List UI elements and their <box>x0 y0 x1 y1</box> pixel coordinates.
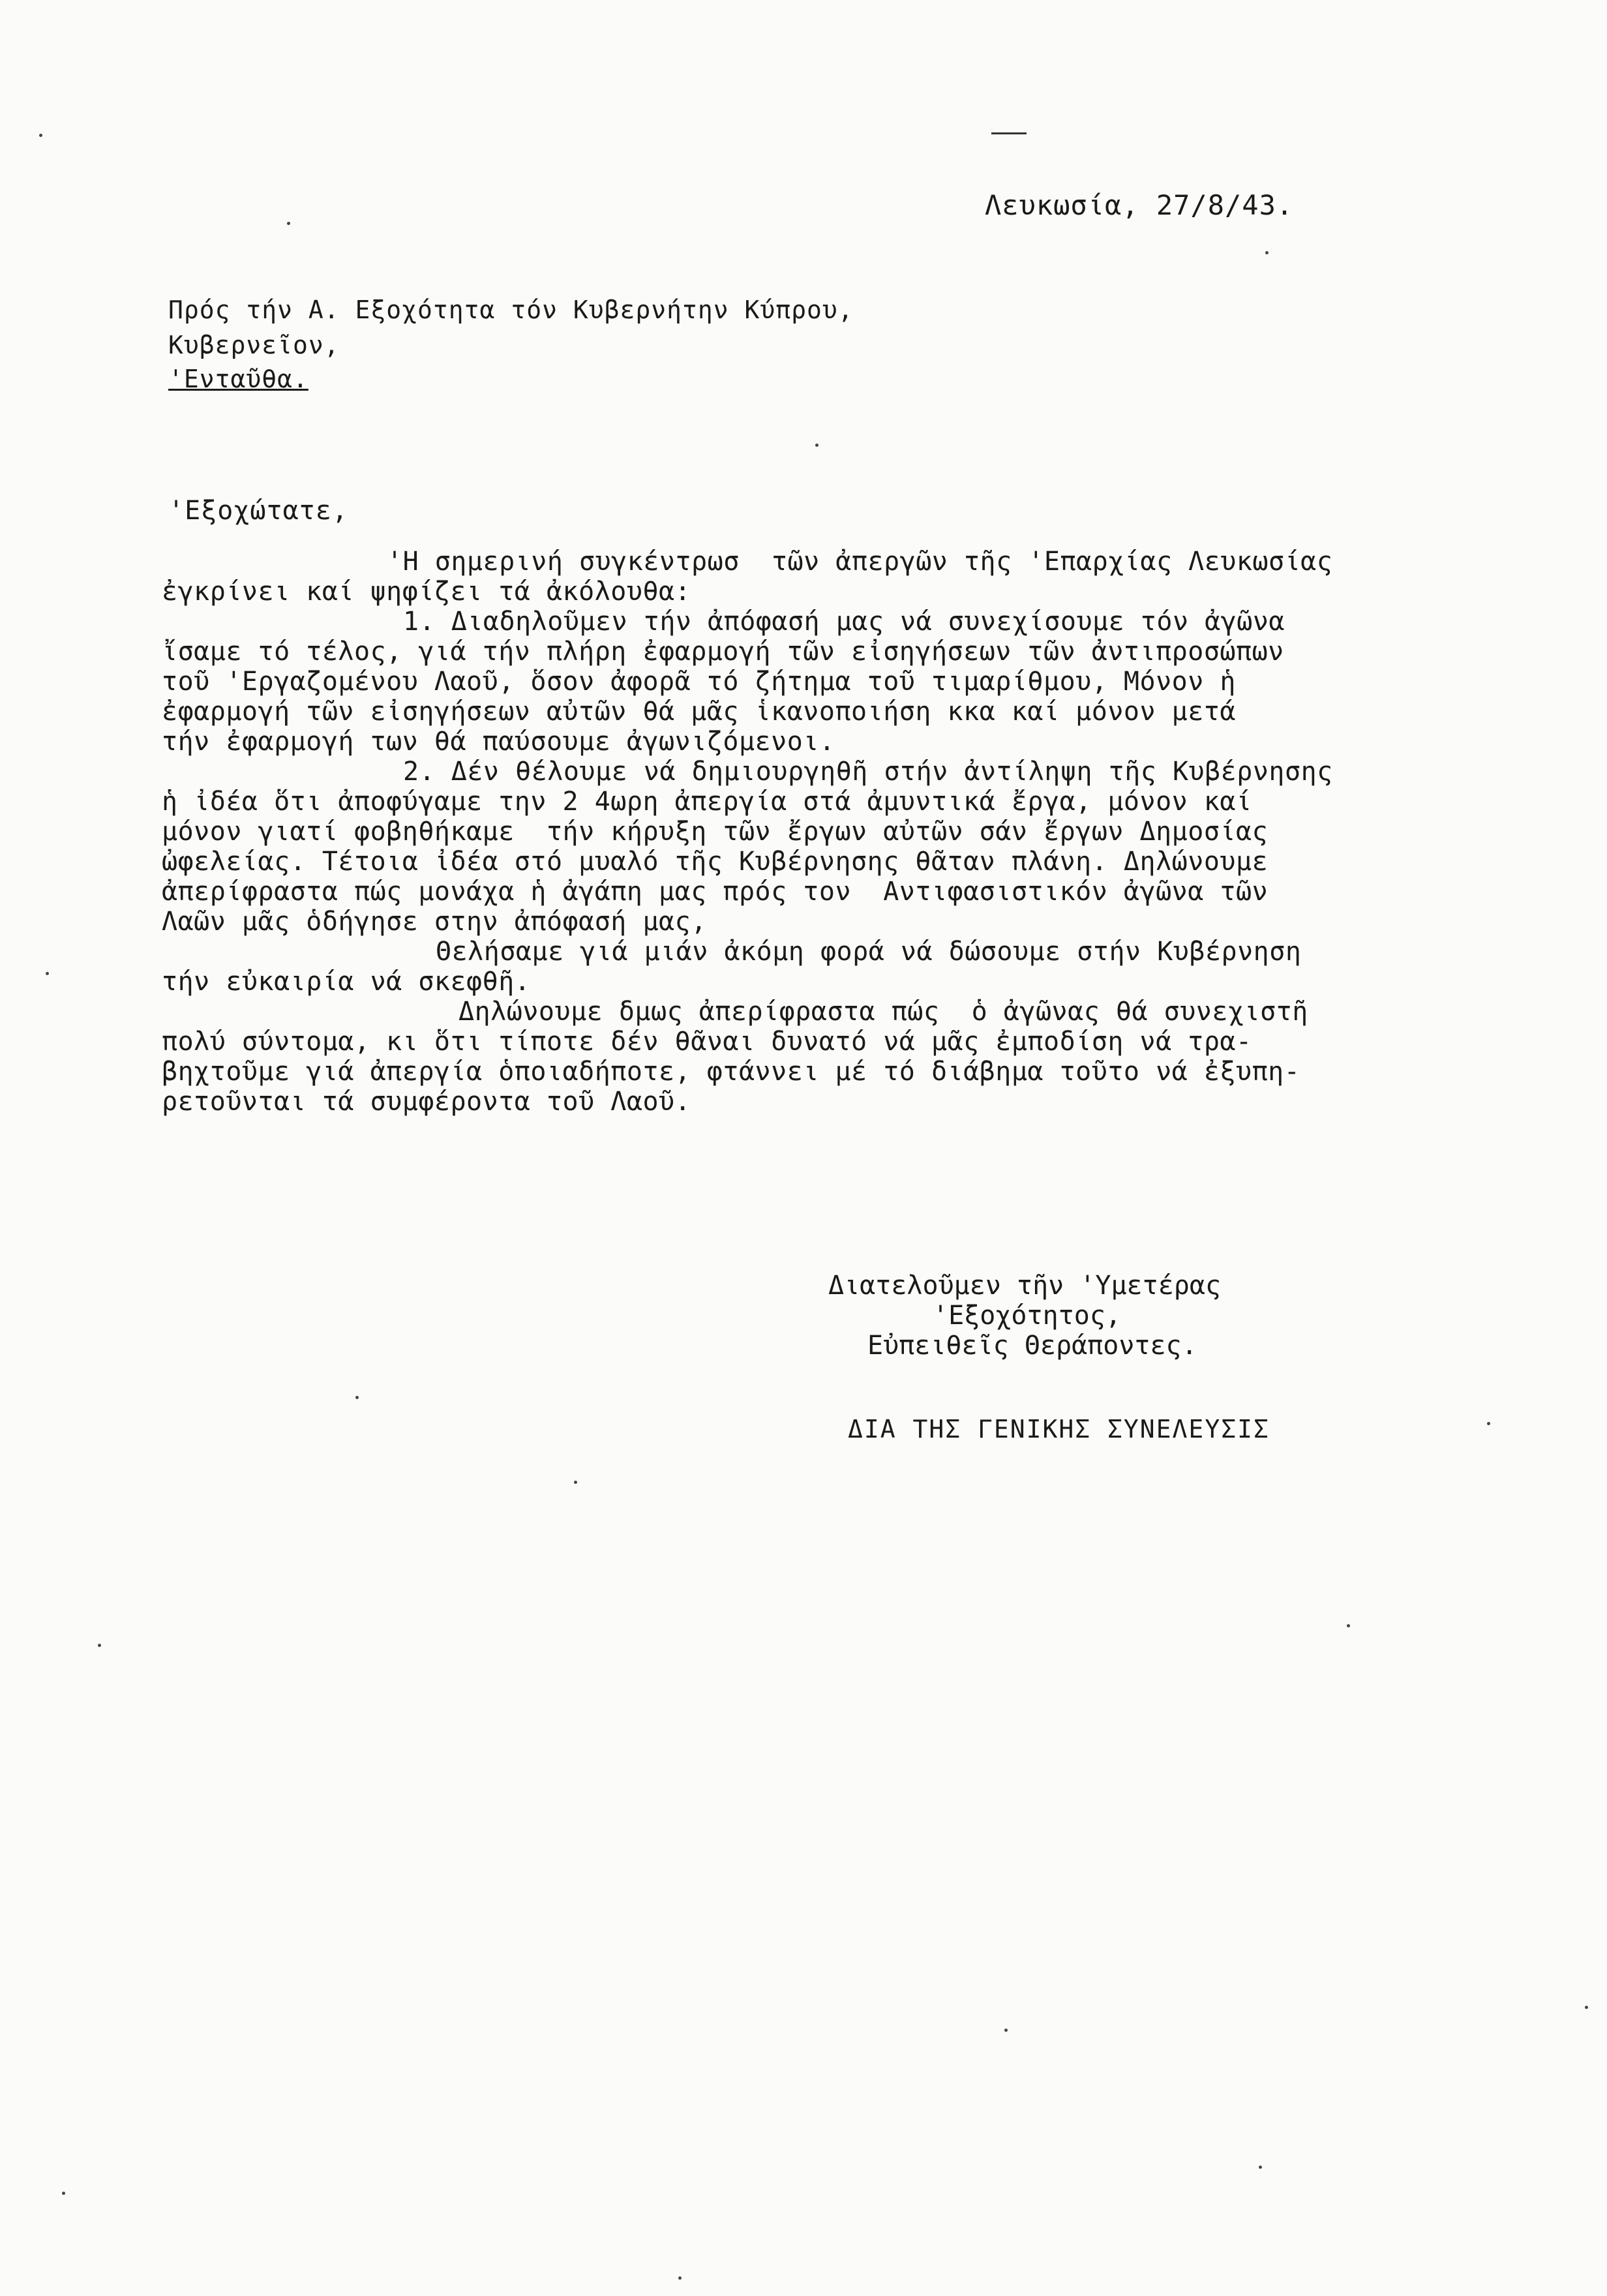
addressee-line-3: 'Ενταῦθα. <box>168 365 308 393</box>
top-dash-mark <box>991 132 1027 134</box>
scan-speck <box>574 1481 577 1484</box>
body-line: ἐφαρμογή τῶν εἰσηγήσεων αὐτῶν θά μᾶς ἱκανοποιήση κκα καί μόνον μετά <box>162 697 1236 727</box>
body-line: ὠφελείας. Τέτοια ἰδέα στό μυαλό τῆς Κυβέρνησης θᾶταν πλάνη. Δηλώνουμε <box>162 847 1269 877</box>
scan-speck <box>46 972 49 975</box>
letter-date: Λευκωσία, 27/8/43. <box>985 189 1294 221</box>
body-line: ἐγκρίνει καί ψηφίζει τά ἀκόλουθα: <box>162 577 691 607</box>
scan-speck <box>1585 2006 1588 2009</box>
closing-line: 'Εξοχότητος, <box>933 1301 1121 1331</box>
body-line: ἴσαμε τό τέλος, γιά τήν πλήρη ἐφαρμογή τῶν εἰσηγήσεων τῶν ἀντιπροσώπων <box>162 637 1284 667</box>
scan-speck <box>815 444 819 447</box>
body-line: ἡ ἰδέα ὅτι ἀποφύγαμε την 2 4ωρη ἀπεργία στά ἀμυντικά ἔργα, μόνον καί <box>162 787 1252 817</box>
scan-speck <box>678 2276 682 2280</box>
addressee-line-2: Κυβερνεῖον, <box>168 331 340 359</box>
body-line: Λαῶν μᾶς ὁδήγησε στην ἀπόφασή μας, <box>162 907 707 937</box>
scan-speck <box>98 1644 101 1647</box>
scan-speck <box>1347 1624 1350 1627</box>
body-line: Δηλώνουμε δμως ἀπερίφραστα πώς ὁ ἀγῶνας θά συνεχιστῆ <box>458 997 1308 1027</box>
body-line: ἀπερίφραστα πώς μονάχα ἡ ἀγάπη μας πρός τον Αντιφασιστικόν ἀγῶνα τῶν <box>162 877 1269 907</box>
body-line: τήν ἐφαρμογή των θά παύσουμε ἀγωνιζόμενοι. <box>162 727 835 757</box>
salutation: 'Εξοχώτατε, <box>168 496 348 526</box>
scan-speck <box>1004 2029 1008 2032</box>
body-line: τοῦ 'Εργαζομένου Λαοῦ, ὅσον ἀφορᾶ τό ζήτημα τοῦ τιμαρίθμου, Μόνον ἡ <box>162 667 1236 697</box>
scan-speck <box>1259 2166 1262 2169</box>
body-line: βηχτοῦμε γιά ἀπεργία ὁποιαδήποτε, φτάννει μέ τό διάβημα τοῦτο νά ἐξυπη- <box>162 1057 1300 1087</box>
body-line: ρετοῦνται τά συμφέροντα τοῦ Λαοῦ. <box>162 1087 691 1117</box>
body-line: τήν εὐκαιρία νά σκεφθῆ. <box>162 967 531 997</box>
closing-line: Διατελοῦμεν τῆν 'Υμετέρας <box>828 1271 1222 1301</box>
closing-line: Εὐπειθεῖς Θεράποντες. <box>867 1331 1197 1361</box>
body-line: Θελήσαμε γιά μιάν ἀκόμη φορά νά δώσουμε στήν Κυβέρνηση <box>436 937 1302 967</box>
scan-speck <box>62 2192 65 2195</box>
body-line: πολύ σύντομα, κι ὅτι τίποτε δέν θᾶναι δυνατό νά μᾶς ἐμποδίση νά τρα- <box>162 1027 1252 1057</box>
scan-speck <box>1265 251 1269 254</box>
body-line: μόνον γιατί φοβηθήκαμε τήν κήρυξη τῶν ἔργων αὐτῶν σάν ἔργων Δημοσίας <box>162 817 1269 847</box>
scan-speck <box>287 222 290 225</box>
scan-speck <box>1487 1422 1490 1425</box>
signoff: ΔΙΑ ΤΗΣ ΓΕΝΙΚΗΣ ΣΥΝΕΛΕΥΣΙΣ <box>848 1415 1270 1443</box>
body-line: 'Η σημερινή συγκέντρωσ τῶν ἀπεργῶν τῆς 'Επαρχίας Λευκωσίας <box>387 547 1333 577</box>
scan-speck <box>39 134 42 137</box>
body-line: 1. Διαδηλοῦμεν τήν ἀπόφασή μας νά συνεχίσουμε τόν ἀγῶνα <box>403 607 1285 637</box>
body-line: 2. Δέν θέλουμε νά δημιουργηθῆ στήν ἀντίληψη τῆς Κυβέρνησης <box>403 757 1333 787</box>
scan-speck <box>355 1396 359 1399</box>
addressee-line-1: Πρός τήν Α. Εξοχότητα τόν Κυβερνήτην Κύπρου, <box>168 295 854 324</box>
